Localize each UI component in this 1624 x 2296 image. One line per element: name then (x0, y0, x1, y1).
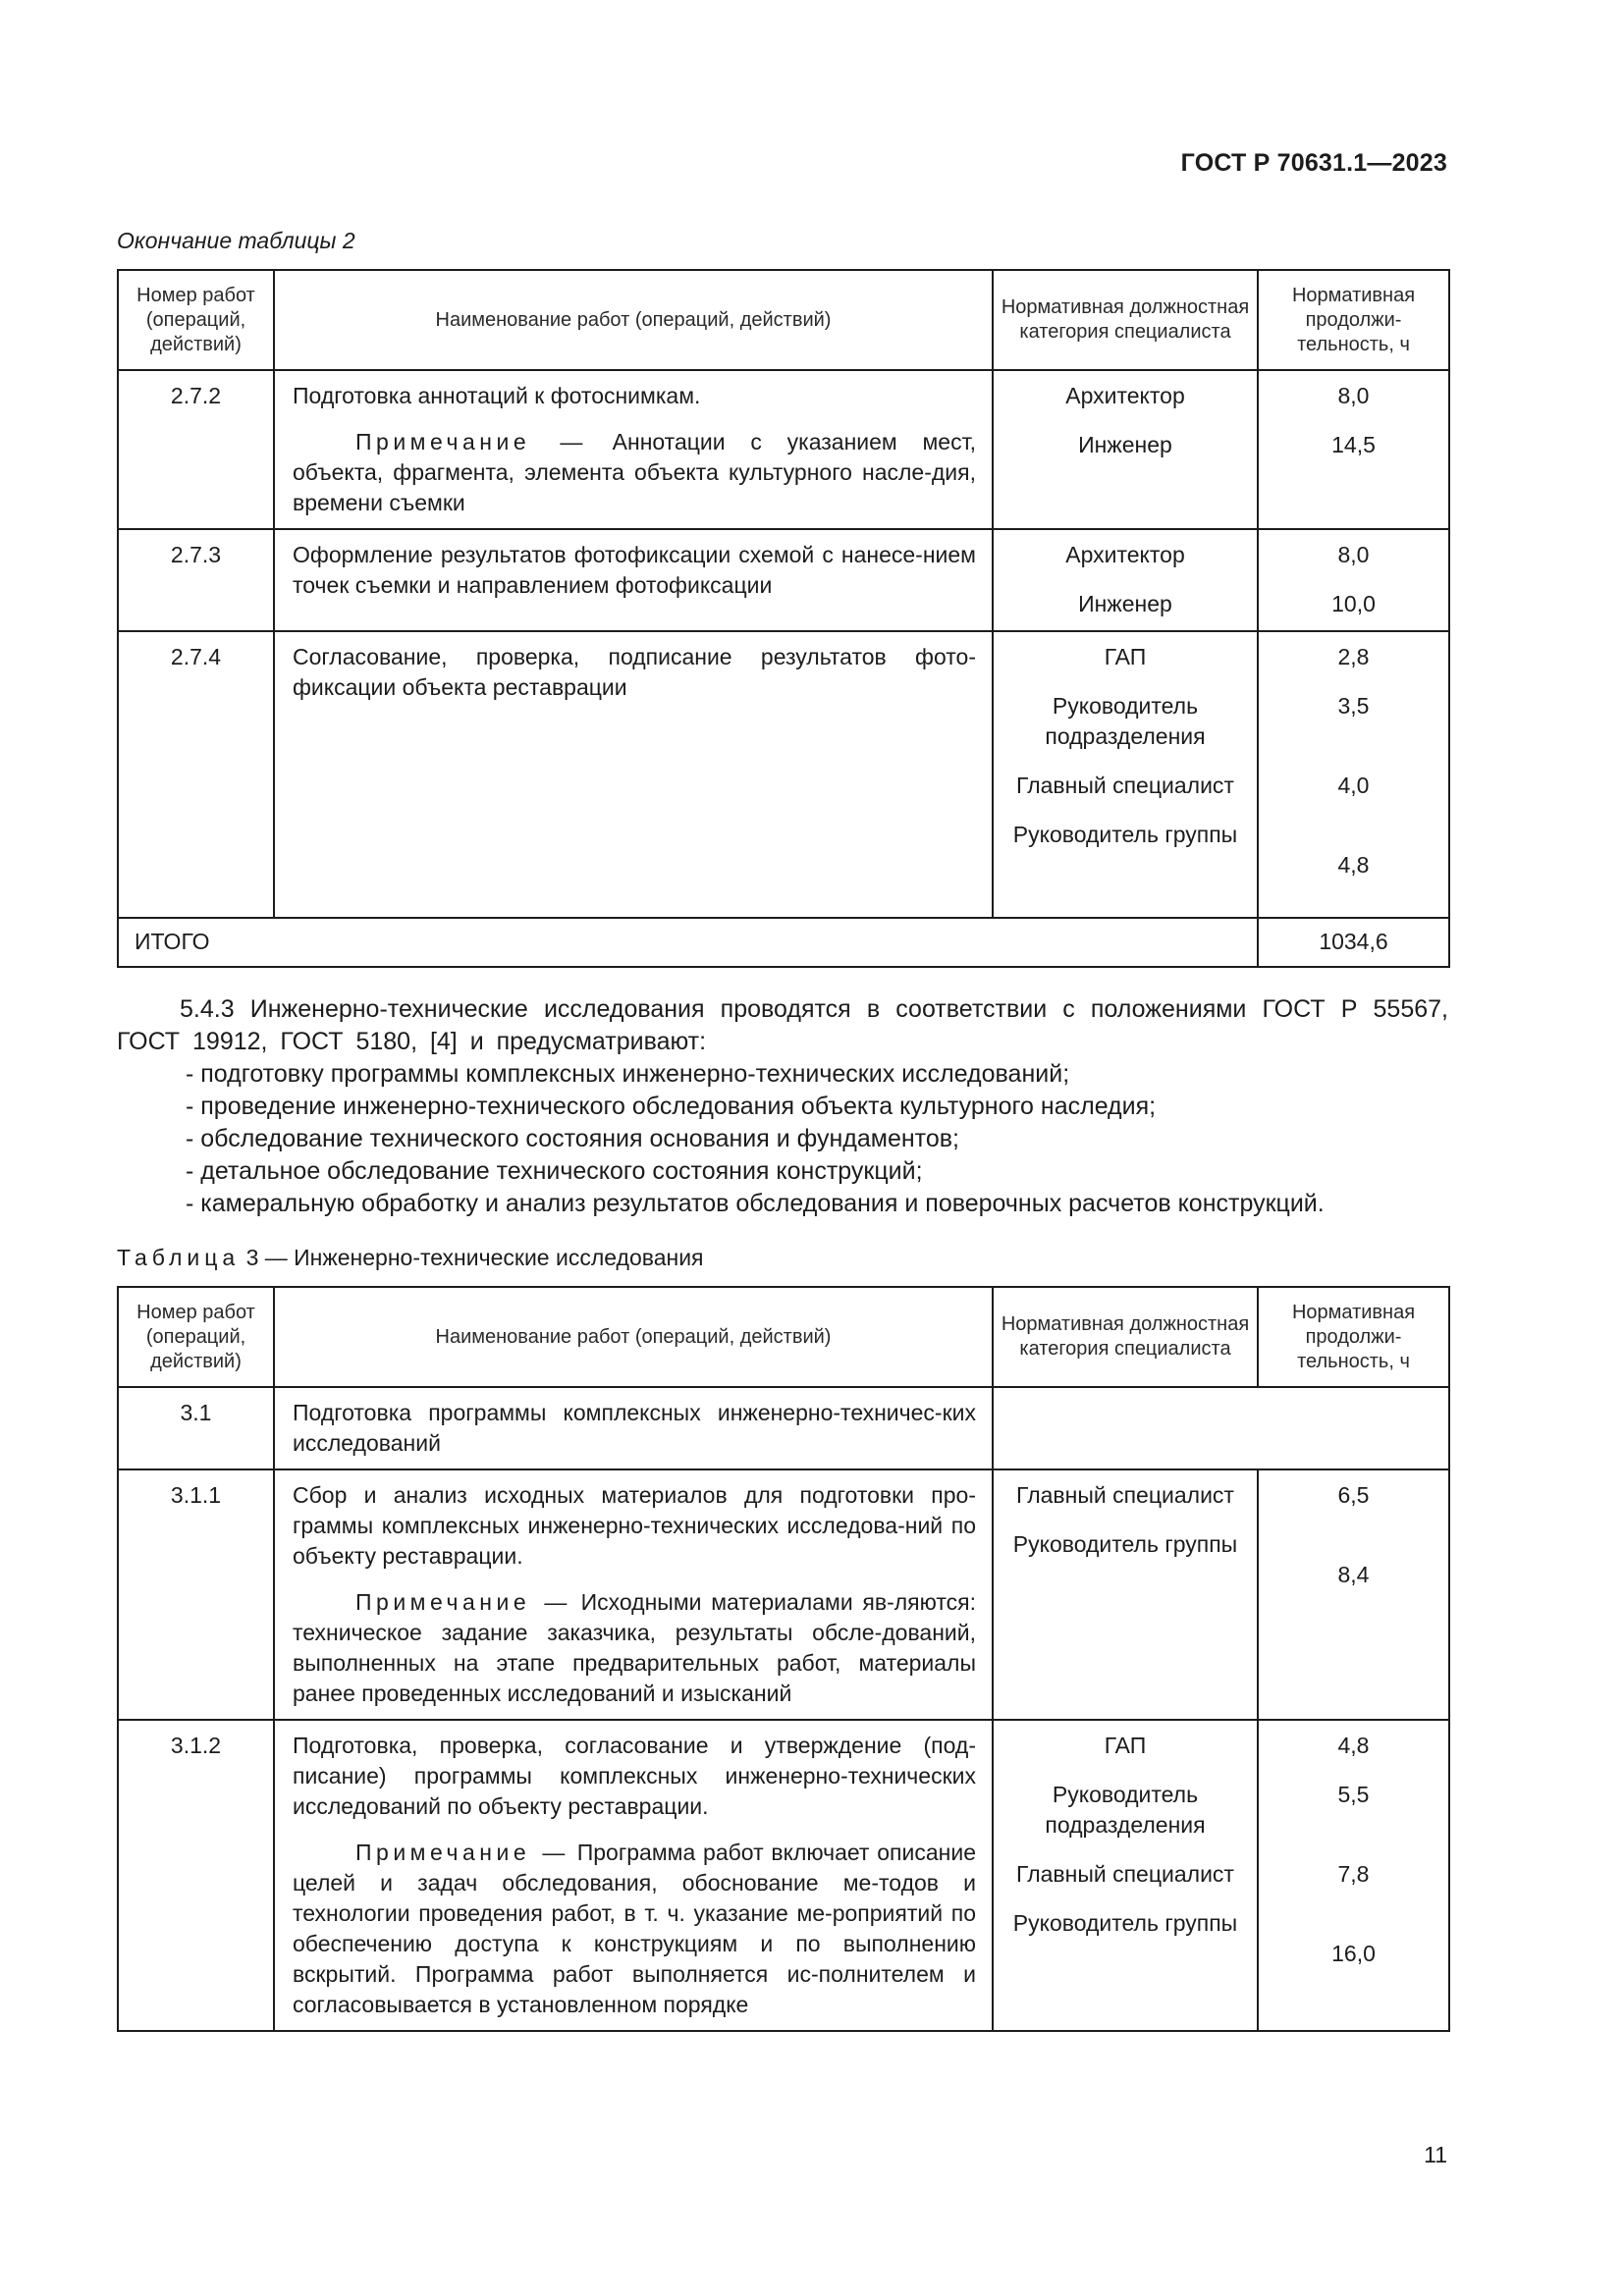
duration-value: 4,8 (1337, 1733, 1370, 1758)
duration-value: 10,0 (1331, 591, 1376, 616)
duration-value: 8,0 (1337, 383, 1370, 408)
work-number: 3.1 (118, 1387, 274, 1469)
duration-value: 2,8 (1337, 644, 1370, 669)
column-header: Номер работ (операций, действий) (118, 270, 274, 370)
category-cell (993, 1720, 1258, 2031)
note-text: Аннотации с указанием мест, объекта, фрагмента, элемента объекта культурного насле-дия, времени съемки (293, 429, 976, 515)
work-name: Сбор и анализ исходных материалов для подготовки про-граммы комплексных инженерно-технических исследова-ний по объекту реставрации. (293, 1482, 976, 1569)
work-number: 2.7.3 (118, 529, 274, 631)
table3-caption (117, 1245, 704, 1271)
table3-caption-label: Таблица (117, 1245, 241, 1270)
specialist-category: Главный специалист (1016, 773, 1234, 798)
work-name-cell (274, 370, 993, 529)
table-row (118, 1720, 1449, 2031)
category-cell (993, 1469, 1258, 1720)
table-row (118, 1387, 1449, 1469)
specialist-category: Инженер (1078, 432, 1172, 457)
specialist-category: Архитектор (1065, 542, 1185, 567)
table2-continuation-caption: Окончание таблицы 2 (117, 228, 355, 253)
work-name: Оформление результатов фотофиксации схемой с нанесе-нием точек съемки и направлением фотофиксации (293, 542, 976, 598)
work-number: 2.7.2 (118, 370, 274, 529)
column-header: Наименование работ (операций, действий) (274, 270, 993, 370)
empty-cell (993, 1387, 1449, 1469)
work-number: 3.1.2 (118, 1720, 274, 2031)
duration-value: 7,8 (1337, 1861, 1370, 1887)
work-note (293, 1838, 976, 2020)
hours-cell (1258, 1469, 1449, 1720)
work-note (293, 1587, 976, 1709)
duration-value: 4,0 (1337, 773, 1370, 798)
table3-caption-title: 3 — Инженерно-технические исследования (240, 1245, 704, 1270)
column-header: Наименование работ (операций, действий) (274, 1287, 993, 1387)
hours-cell (1258, 631, 1449, 918)
specialist-category: Руководитель группы (1012, 822, 1238, 847)
list-item: - проведение инженерно-технического обследования объекта культурного наследия; (186, 1093, 1157, 1120)
category-cell (993, 631, 1258, 918)
specialist-category: ГАП (1104, 1733, 1147, 1758)
work-name-cell (274, 1469, 993, 1720)
specialist-category: Архитектор (1065, 383, 1185, 408)
table-2 (117, 269, 1450, 968)
note-text: Программа работ включает описание целей и задач обследования, обоснование ме-тодов и технологии проведения работ, в т. ч. указание ме-роприятий по обеспечению доступа к конструкциям и по выполнению вскрытий. Программа работ выполняется ис-полнителем и согласовывается в установленном порядке (293, 1840, 976, 2017)
note-text: Исходными материалами яв-ляются: техническое задание заказчика, результаты обсле-дований, выполненных на этапе предварительных работ, материалы ранее проведенных исследований и изысканий (293, 1589, 976, 1706)
document-code: ГОСТ Р 70631.1—2023 (1180, 149, 1447, 177)
column-header: Нормативная продолжи-тельность, ч (1258, 270, 1449, 370)
specialist-category: Инженер (1078, 591, 1172, 616)
work-name: Подготовка аннотаций к фотоснимкам. (293, 383, 701, 408)
hours-cell (1258, 1720, 1449, 2031)
category-cell (993, 370, 1258, 529)
list-item: - камеральную обработку и анализ результатов обследования и поверочных расчетов конструкций. (186, 1190, 1325, 1217)
hours-cell (1258, 370, 1449, 529)
column-header: Номер работ (операций, действий) (118, 1287, 274, 1387)
duration-value: 8,0 (1337, 542, 1370, 567)
table-row (118, 631, 1449, 918)
work-name: Подготовка, проверка, согласование и утверждение (под-писание) программы комплексных инженерно-технических исследований по объекту реставрации. (293, 1733, 976, 1819)
note-label: Примечание — (355, 1589, 571, 1615)
table-header-row (118, 1287, 1449, 1387)
list-item: - подготовку программы комплексных инженерно-технических исследований; (186, 1060, 1070, 1088)
work-number: 2.7.4 (118, 631, 274, 918)
table-row (118, 370, 1449, 529)
work-name-cell (274, 529, 993, 631)
note-label: Примечание — (355, 429, 587, 454)
column-header: Нормативная должностная категория специалиста (993, 1287, 1258, 1387)
list-item: - обследование технического состояния основания и фундаментов; (186, 1125, 959, 1152)
duration-value: 14,5 (1331, 432, 1376, 457)
duration-value: 6,5 (1337, 1482, 1370, 1508)
specialist-category: Главный специалист (1016, 1482, 1234, 1508)
table-row (118, 1469, 1449, 1720)
column-header: Нормативная должностная категория специалиста (993, 270, 1258, 370)
duration-value: 5,5 (1337, 1782, 1370, 1807)
specialist-category: Главный специалист (1016, 1861, 1234, 1887)
specialist-category: Руководитель группы (1012, 1531, 1238, 1557)
duration-value: 4,8 (1337, 852, 1370, 878)
work-name-cell (274, 631, 993, 918)
total-row (118, 918, 1449, 967)
section-5-4-3 (117, 993, 1448, 1220)
work-name: Подготовка программы комплексных инженерно-техничес-ких исследований (293, 1400, 976, 1456)
table-header-row (118, 270, 1449, 370)
hours-cell (1258, 529, 1449, 631)
bullet-list (117, 1058, 1448, 1220)
column-header: Нормативная продолжи-тельность, ч (1258, 1287, 1449, 1387)
section-paragraph: 5.4.3 Инженерно-технические исследования проводятся в соответствии с положениями ГОСТ Р 55567, ГОСТ 19912, ГОСТ 5180, [4] и предусматривают: (117, 995, 1448, 1055)
duration-value: 16,0 (1331, 1941, 1376, 1966)
list-item: - детальное обследование технического состояния конструкций; (186, 1157, 923, 1185)
duration-value: 3,5 (1337, 693, 1370, 719)
work-name-cell (274, 1720, 993, 2031)
table-row (118, 529, 1449, 631)
specialist-category: Руководитель подразделения (1045, 693, 1206, 749)
note-label: Примечание — (355, 1840, 569, 1865)
specialist-category: ГАП (1104, 644, 1147, 669)
page-number: 11 (1424, 2142, 1447, 2167)
specialist-category: Руководитель подразделения (1045, 1782, 1206, 1838)
work-note (293, 427, 976, 518)
total-label: ИТОГО (118, 918, 1258, 967)
work-number: 3.1.1 (118, 1469, 274, 1720)
category-cell (993, 529, 1258, 631)
total-value: 1034,6 (1258, 918, 1449, 967)
duration-value: 8,4 (1337, 1562, 1370, 1587)
work-name: Согласование, проверка, подписание результатов фото-фиксации объекта реставрации (293, 644, 976, 700)
specialist-category: Руководитель группы (1012, 1910, 1238, 1936)
table-3 (117, 1286, 1450, 2032)
work-name-cell (274, 1387, 993, 1469)
